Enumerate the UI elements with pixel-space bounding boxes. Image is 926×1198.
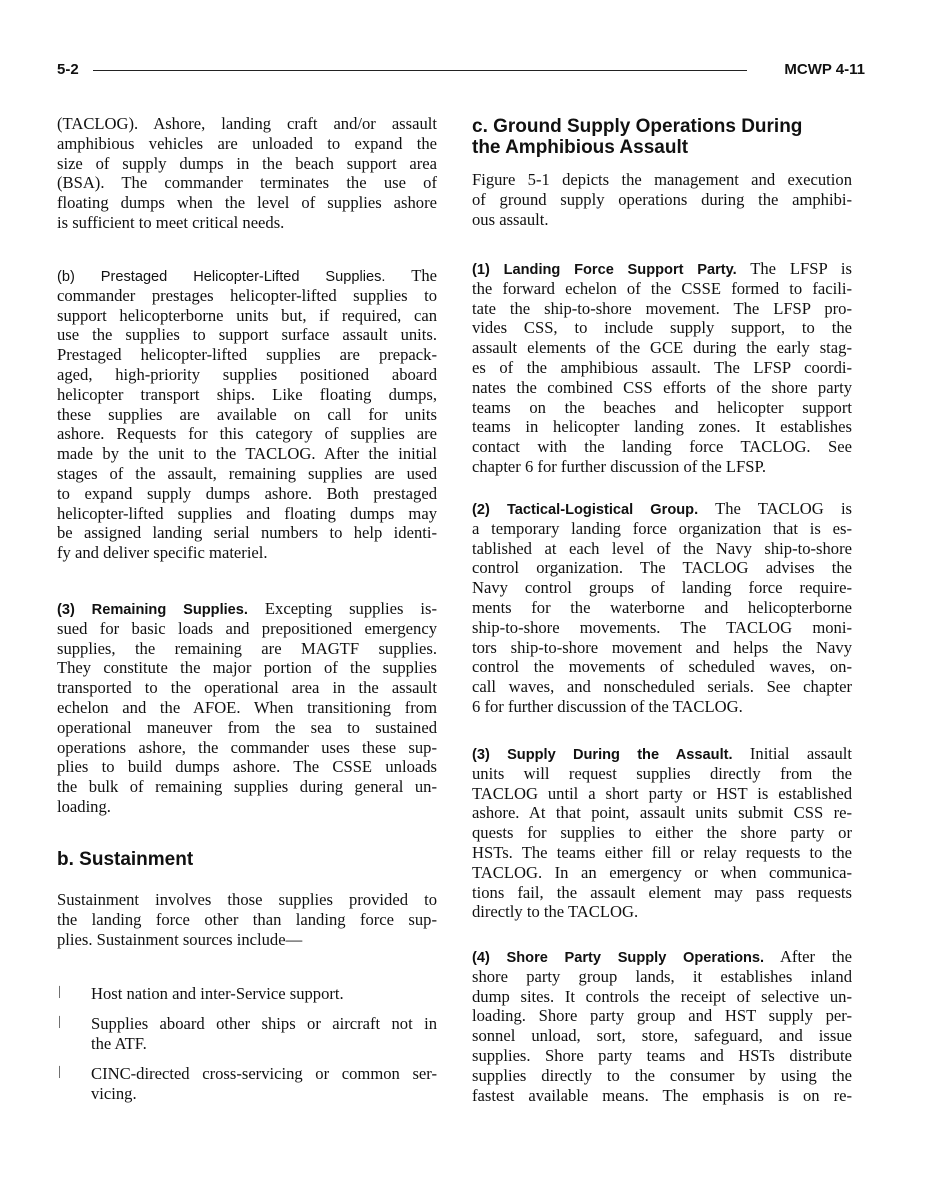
bullet-icon: │	[57, 987, 64, 998]
text-line: transported to the operational area in the assault	[57, 678, 437, 698]
text-line: ments for the waterborne and helicopterborne	[472, 597, 852, 617]
text-line: TACLOG. In an emergency or when communica-	[472, 862, 852, 882]
text-line: floating dumps when the level of supplies ashore	[57, 193, 437, 213]
paragraph-remaining-supplies	[57, 599, 437, 817]
text-line: nates the combined CSS efforts of the shore party	[472, 377, 852, 397]
subhead: (3) Supply During the Assault.	[472, 747, 733, 763]
text-line	[472, 744, 852, 764]
text-line: Figure 5-1 depicts the management and execution	[472, 170, 852, 189]
text-line: fy and deliver specific materiel.	[57, 543, 268, 563]
subhead-rest: Initial assault	[749, 744, 852, 763]
subhead-rest: Excepting supplies is-	[264, 599, 437, 618]
subhead: (4) Shore Party Supply Operations.	[472, 950, 765, 966]
text-line: the ATF.	[91, 1033, 147, 1053]
text-line: be assigned landing serial numbers to help identi-	[57, 523, 437, 543]
text-line: operations ashore, the commander uses these sup-	[57, 737, 437, 757]
text-line: teams in helicopter landing zones. It establishes	[472, 417, 852, 437]
text-line: tate the ship-to-shore movement. The LFSP pro-	[472, 298, 852, 318]
paragraph-tactical-logistical-group	[472, 499, 852, 717]
text-line: these supplies are available on call for units	[57, 404, 437, 424]
text-line: of ground supply operations during the amphibi-	[472, 189, 852, 209]
text-line: supplies directly to the consumer by using the	[472, 1065, 852, 1085]
text-line: ashore. Requests for this category of supplies are	[57, 424, 437, 444]
text-line: teams on the beaches and helicopter support	[472, 397, 852, 417]
text-line: vides CSS, to include supply support, to the	[472, 318, 852, 338]
text-line: made by the unit to the TACLOG. After the initial	[57, 444, 437, 464]
text-line: support helicopterborne units but, if required, can	[57, 305, 437, 325]
bullet-icon: │	[57, 1067, 64, 1078]
text-line: to expand supply dumps ashore. Both prestaged	[57, 483, 437, 503]
paragraph-sustainment	[57, 890, 437, 949]
text-line: directly to the TACLOG.	[472, 902, 639, 922]
text-line: contact with the landing force TACLOG. See	[472, 437, 852, 457]
text-line: amphibious vehicles are unloaded to expand the	[57, 133, 437, 153]
text-line: helicopter-lifted supplies and floating dumps may	[57, 503, 437, 523]
text-line: Sustainment involves those supplies provided to	[57, 890, 437, 909]
text-line: Supplies aboard other ships or aircraft not in	[91, 1014, 437, 1033]
heading-line: c. Ground Supply Operations During	[472, 116, 803, 137]
text-line: CINC-directed cross-servicing or common ser-	[91, 1064, 437, 1083]
header-rule	[93, 70, 747, 71]
subhead-rest: After the	[779, 947, 852, 966]
text-line: loading.	[57, 796, 111, 816]
text-line	[57, 599, 437, 619]
text-line: dump sites. It controls the receipt of selective un-	[472, 986, 852, 1006]
paragraph-shore-party-supply-operations	[472, 947, 852, 1105]
text-line: control organization. The TACLOG advises the	[472, 558, 852, 578]
text-line: control the movements of scheduled waves, on-	[472, 657, 852, 677]
subhead: (b) Prestaged Helicopter-Lifted Supplies.	[57, 269, 386, 285]
subhead-rest: The	[411, 266, 437, 285]
paragraph-supply-during-assault	[472, 744, 852, 922]
subhead: (2) Tactical-Logistical Group.	[472, 502, 699, 518]
text-line: the forward echelon of the CSSE formed to facili-	[472, 278, 852, 298]
text-line: supplies. Shore party teams and HSTs distribute	[472, 1045, 852, 1065]
text-line: the bulk of remaining supplies during general un-	[57, 777, 437, 797]
text-line: plies to build dumps ashore. The CSSE unloads	[57, 757, 437, 777]
text-line	[472, 947, 852, 967]
text-line: units will request supplies directly from the	[472, 763, 852, 783]
text-line: size of supply dumps in the beach support area	[57, 153, 437, 173]
text-line: Host nation and inter-Service support.	[91, 984, 344, 1003]
text-line: tions fail, the assault element may pass requests	[472, 882, 852, 902]
text-line	[57, 266, 437, 286]
section-heading-ground-supply	[472, 116, 852, 158]
text-line: HSTs. The teams either fill or relay requests to the	[472, 842, 852, 862]
text-line: plies. Sustainment sources include—	[57, 929, 303, 949]
subhead-rest: The LFSP is	[750, 259, 852, 278]
text-line: tors ship-to-shore movement and helps the Navy	[472, 637, 852, 657]
text-line: vicing.	[91, 1083, 137, 1103]
text-line: call waves, and nonscheduled serials. See chapter	[472, 677, 852, 697]
text-line: ashore. At that point, assault units submit CSS re-	[472, 803, 852, 823]
text-line: chapter 6 for further discussion of the LFSP.	[472, 456, 767, 476]
publication-id: MCWP 4-11	[778, 60, 865, 80]
text-line	[472, 499, 852, 519]
subhead: (3) Remaining Supplies.	[57, 602, 248, 618]
text-line: assault elements of the GCE during the early stag-	[472, 338, 852, 358]
text-line: the landing force other than landing force sup-	[57, 909, 437, 929]
subhead-rest: The TACLOG is	[715, 499, 853, 518]
text-line: Prestaged helicopter-lifted supplies are prepack-	[57, 345, 437, 365]
text-line: Navy control groups of landing force require-	[472, 578, 852, 598]
text-line: operational maneuver from the sea to sustained	[57, 717, 437, 737]
text-line: sued for basic loads and prepositioned emergency	[57, 618, 437, 638]
text-line: aged, high-priority supplies positioned aboard	[57, 364, 437, 384]
page-header	[57, 60, 865, 80]
text-line: (TACLOG). Ashore, landing craft and/or assault	[57, 114, 437, 133]
text-line: TACLOG until a short party or HST is established	[472, 783, 852, 803]
text-line: supplies, the remaining are MAGTF supplies.	[57, 638, 437, 658]
section-heading-sustainment: b. Sustainment	[57, 849, 194, 870]
text-line	[472, 259, 852, 279]
page-number: 5-2	[57, 60, 85, 80]
text-line: loading. Shore party group and HST supply per-	[472, 1006, 852, 1026]
text-line: echelon and the AFOE. When transitioning from	[57, 697, 437, 717]
text-line: They constitute the major portion of the supplies	[57, 658, 437, 678]
text-line: ship-to-shore movements. The TACLOG moni-	[472, 617, 852, 637]
heading-line: the Amphibious Assault	[472, 137, 689, 158]
text-line: es of the amphibious assault. The LFSP coordi-	[472, 357, 852, 377]
paragraph-taclog-continued	[57, 114, 437, 233]
bullet-icon: │	[57, 1017, 64, 1028]
text-line: tablished at each level of the Navy ship-to-shore	[472, 538, 852, 558]
text-line: 6 for further discussion of the TACLOG.	[472, 696, 743, 716]
text-line: a temporary landing force organization that is es-	[472, 518, 852, 538]
paragraph-figure-reference	[472, 170, 852, 229]
text-line: (BSA). The commander terminates the use of	[57, 173, 437, 193]
paragraph-prestaged-helicopter-supplies	[57, 266, 437, 563]
text-line: use the supplies to support surface assault units.	[57, 325, 437, 345]
text-line: quests for supplies to either the shore party or	[472, 823, 852, 843]
subhead: (1) Landing Force Support Party.	[472, 262, 737, 278]
paragraph-landing-force-support-party	[472, 259, 852, 477]
text-line: ous assault.	[472, 209, 549, 229]
text-line: fastest available means. The emphasis is on re-	[472, 1085, 852, 1105]
text-line: helicopter transport ships. Like floating dumps,	[57, 384, 437, 404]
text-line: sonnel unload, sort, store, safeguard, and issue	[472, 1026, 852, 1046]
text-line: stages of the assault, remaining supplies are used	[57, 463, 437, 483]
text-line: shore party group lands, it establishes inland	[472, 966, 852, 986]
text-line: is sufficient to meet critical needs.	[57, 212, 285, 232]
text-line: commander prestages helicopter-lifted supplies to	[57, 285, 437, 305]
